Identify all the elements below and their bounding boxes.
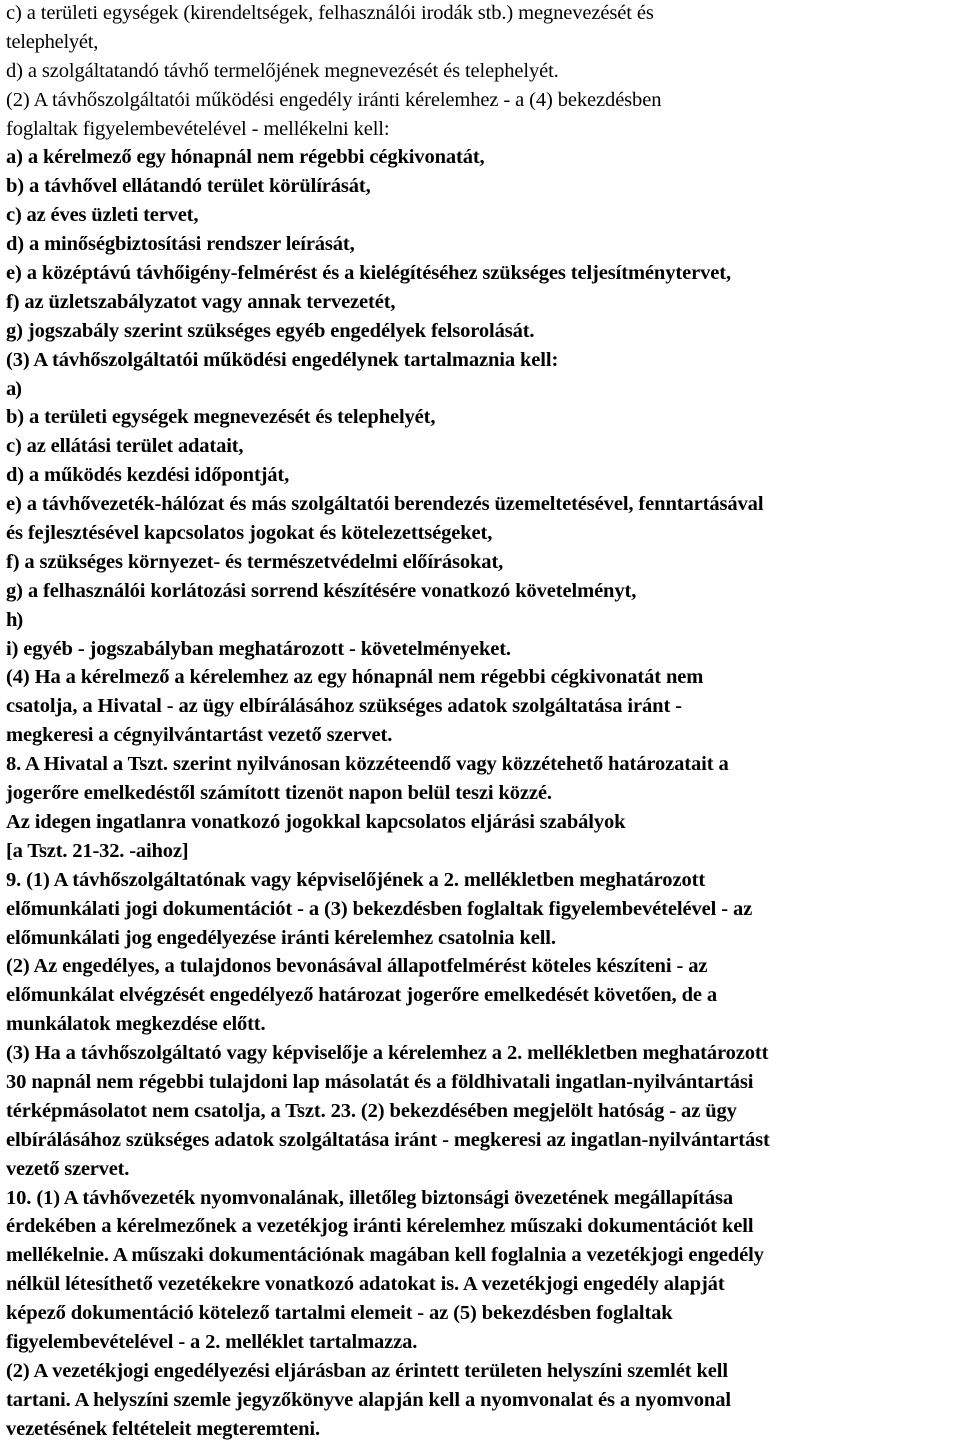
document-line: vezetésének feltételeit megteremteni. <box>6 1417 320 1440</box>
document-line: c) a területi egységek (kirendeltségek, felhasználói irodák stb.) megnevezését és <box>6 2 654 24</box>
document-line: 30 napnál nem régebbi tulajdoni lap másolatát és a földhivatali ingatlan-nyilvántartási <box>6 1070 754 1093</box>
document-line: d) a szolgáltatandó távhő termelőjének megnevezését és telephelyét. <box>6 59 559 82</box>
document-line: 9. (1) A távhőszolgáltatónak vagy képviselőjének a 2. mellékletben meghatározott <box>6 868 706 891</box>
document-line: előmunkálat elvégzését engedélyező határozat jogerőre emelkedését követően, de a <box>6 984 718 1007</box>
document-line: (3) Ha a távhőszolgáltató vagy képviselője a kérelemhez a 2. mellékletben meghatározott <box>6 1042 769 1065</box>
document-line: előmunkálati jogi dokumentációt - a (3) bekezdésben foglaltak figyelembevételével - az <box>6 897 753 920</box>
document-line: a) a kérelmező egy hónapnál nem régebbi cégkivonatát, <box>6 146 485 169</box>
document-line: e) a középtávú távhőigény-felmérést és a kielégítéséhez szükséges teljesítménytervet, <box>6 262 731 285</box>
document-line: c) az éves üzleti tervet, <box>6 204 199 227</box>
document-line: f) az üzletszabályzatot vagy annak tervezetét, <box>6 290 396 313</box>
document-line: (2) A vezetékjogi engedélyezési eljárásban az érintett területen helyszíni szemlét kell <box>6 1359 728 1382</box>
document-line: telephelyét, <box>6 30 99 53</box>
document-line: 8. A Hivatal a Tszt. szerint nyilvánosan közzéteendő vagy közzétehető határozatait a <box>6 753 729 776</box>
document-line: (2) A távhőszolgáltatói működési engedély iránti kérelemhez - a (4) bekezdésben <box>6 88 662 111</box>
document-line: vezető szervet. <box>6 1157 130 1180</box>
document-line: e) a távhővezeték-hálózat és más szolgáltatói berendezés üzemeltetésével, fenntartásával <box>6 493 764 516</box>
document-line: d) a működés kezdési időpontját, <box>6 464 290 487</box>
document-line: tartani. A helyszíni szemle jegyzőkönyve alapján kell a nyomvonalat és a nyomvonal <box>6 1388 731 1411</box>
document-line: i) egyéb - jogszabályban meghatározott - követelményeket. <box>6 637 511 660</box>
document-line: és fejlesztésével kapcsolatos jogokat és kötelezettségeket, <box>6 522 493 545</box>
document-line: g) jogszabály szerint szükséges egyéb engedélyek felsorolását. <box>6 319 535 342</box>
document-line: (4) Ha a kérelmező a kérelemhez az egy hónapnál nem régebbi cégkivonatát nem <box>6 666 704 689</box>
document-line: b) a távhővel ellátandó terület körülírását, <box>6 175 371 198</box>
document-line: előmunkálati jog engedélyezése iránti kérelemhez csatolnia kell. <box>6 926 556 949</box>
document-line: figyelembevételével - a 2. melléklet tartalmazza. <box>6 1330 418 1353</box>
document-line: 10. (1) A távhővezeték nyomvonalának, illetőleg biztonsági övezetének megállapítása <box>6 1186 734 1209</box>
document-line: térképmásolatot nem csatolja, a Tszt. 23. (2) bekezdésében megjelölt hatóság - az ügy <box>6 1099 737 1122</box>
document-line: f) a szükséges környezet- és természetvédelmi előírásokat, <box>6 550 504 573</box>
document-line: képező dokumentáció kötelező tartalmi elemeit - az (5) bekezdésben foglaltak <box>6 1302 673 1325</box>
document-line: elbírálásához szükséges adatok szolgáltatása iránt - megkeresi az ingatlan-nyilvántartást <box>6 1128 770 1151</box>
document-line: Az idegen ingatlanra vonatkozó jogokkal kapcsolatos eljárási szabályok <box>6 810 626 833</box>
document-line: (2) Az engedélyes, a tulajdonos bevonásával állapotfelmérést köteles készíteni - az <box>6 955 708 978</box>
document-line: g) a felhasználói korlátozási sorrend készítésére vonatkozó követelményt, <box>6 579 637 602</box>
document-line: munkálatok megkezdése előtt. <box>6 1013 266 1036</box>
document-line: nélkül létesíthető vezetékekre vonatkozó adatokat is. A vezetékjogi engedély alapját <box>6 1273 725 1296</box>
document-line: megkeresi a cégnyilvántartást vezető szervet. <box>6 724 393 747</box>
document-line: (3) A távhőszolgáltatói működési engedélynek tartalmaznia kell: <box>6 348 559 371</box>
document-line: [a Tszt. 21-32. -aihoz] <box>6 839 189 862</box>
document-page <box>6 0 958 1444</box>
document-line: d) a minőségbiztosítási rendszer leírását, <box>6 233 355 256</box>
document-line: b) a területi egységek megnevezését és telephelyét, <box>6 406 436 429</box>
document-line: mellékelnie. A műszaki dokumentációnak magában kell foglalnia a vezetékjogi engedély <box>6 1244 764 1267</box>
document-line: h) <box>6 608 23 631</box>
document-line: c) az ellátási terület adatait, <box>6 435 244 458</box>
document-line: jogerőre emelkedéstől számított tizenöt napon belül teszi közzé. <box>6 782 552 805</box>
document-line: foglaltak figyelembevételével - mellékelni kell: <box>6 117 390 140</box>
document-line: a) <box>6 377 21 400</box>
document-line: érdekében a kérelmezőnek a vezetékjog iránti kérelemhez műszaki dokumentációt kell <box>6 1215 754 1238</box>
document-line: csatolja, a Hivatal - az ügy elbírálásához szükséges adatok szolgáltatása iránt - <box>6 695 682 718</box>
